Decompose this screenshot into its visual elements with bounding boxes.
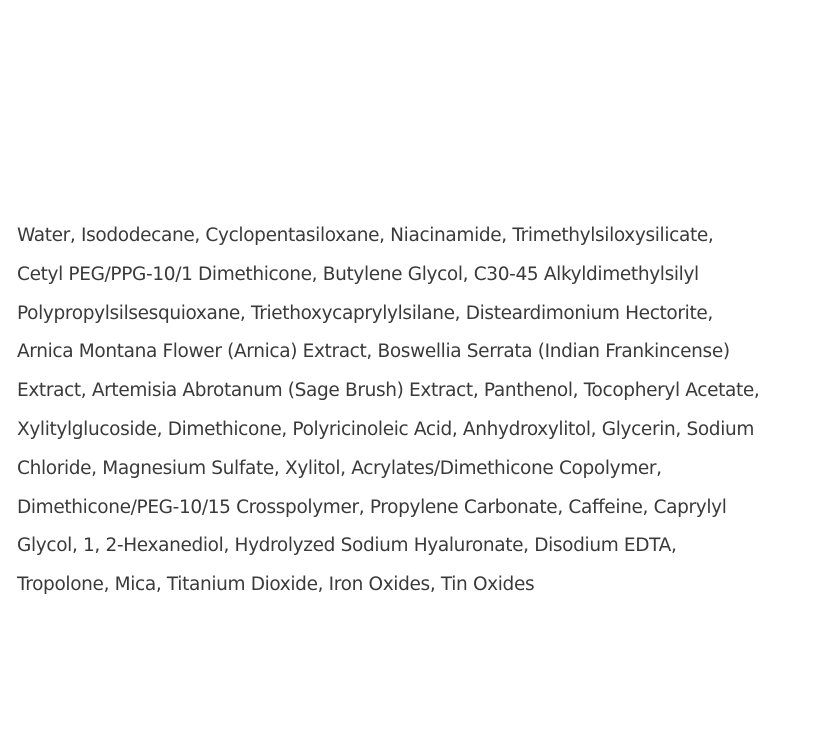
ingredients-line: Water, Isododecane, Cyclopentasiloxane, Niacinamide, Trimethylsiloxysilicate, <box>17 225 714 246</box>
ingredients-line: Extract, Artemisia Abrotanum (Sage Brush) Extract, Panthenol, Tocopheryl Acetate, <box>17 380 760 402</box>
ingredients-line: Arnica Montana Flower (Arnica) Extract, Boswellia Serrata (Indian Frankincense) <box>17 341 730 363</box>
ingredients-line: Dimethicone/PEG-10/15 Crosspolymer, Propylene Carbonate, Caffeine, Caprylyl <box>17 496 727 518</box>
ingredients-line: Glycol, 1, 2-Hexanediol, Hydrolyzed Sodium Hyaluronate, Disodium EDTA, <box>17 535 677 557</box>
ingredients-line: Xylitylglucoside, Dimethicone, Polyricinoleic Acid, Anhydroxylitol, Glycerin, Sodium <box>17 418 755 440</box>
ingredients-line: Chloride, Magnesium Sulfate, Xylitol, Acrylates/Dimethicone Copolymer, <box>17 457 662 479</box>
ingredients-line: Tropolone, Mica, Titanium Dioxide, Iron Oxides, Tin Oxides <box>17 574 535 596</box>
ingredients-line: Cetyl PEG/PPG-10/1 Dimethicone, Butylene Glycol, C30-45 Alkyldimethylsilyl <box>17 263 699 285</box>
ingredients-list <box>17 217 817 605</box>
ingredients-line: Polypropylsilsesquioxane, Triethoxycaprylylsilane, Disteardimonium Hectorite, <box>17 302 713 324</box>
